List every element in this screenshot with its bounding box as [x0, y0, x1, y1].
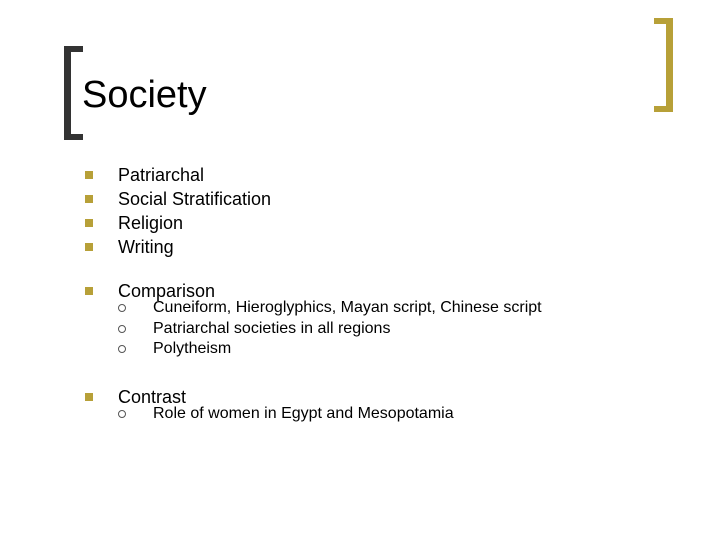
square-bullet-icon [85, 287, 93, 295]
bullet-patriarchal: Patriarchal [118, 165, 205, 185]
circle-bullet-icon [118, 325, 126, 333]
right-bracket-decoration [654, 18, 673, 112]
square-bullet-icon [85, 393, 93, 401]
bullet-comparison: Comparison [118, 281, 216, 301]
bullet-contrast: Contrast [118, 387, 187, 407]
square-bullet-icon [85, 195, 93, 203]
sub-bullet-patriarchal-societies: Patriarchal societies in all regions [153, 320, 391, 337]
sub-bullet-role-of-women: Role of women in Egypt and Mesopotamia [153, 405, 454, 422]
bullet-social-stratification: Social Stratification [118, 189, 272, 209]
bullet-writing: Writing [118, 237, 174, 257]
circle-bullet-icon [118, 410, 126, 418]
circle-bullet-icon [118, 345, 126, 353]
left-bracket-decoration [64, 46, 83, 140]
slide-title: Society [82, 74, 207, 116]
circle-bullet-icon [118, 304, 126, 312]
square-bullet-icon [85, 243, 93, 251]
square-bullet-icon [85, 171, 93, 179]
bullet-religion: Religion [118, 213, 184, 233]
sub-bullet-polytheism: Polytheism [153, 340, 232, 357]
sub-bullet-scripts: Cuneiform, Hieroglyphics, Mayan script, Chinese script [153, 299, 542, 316]
square-bullet-icon [85, 219, 93, 227]
